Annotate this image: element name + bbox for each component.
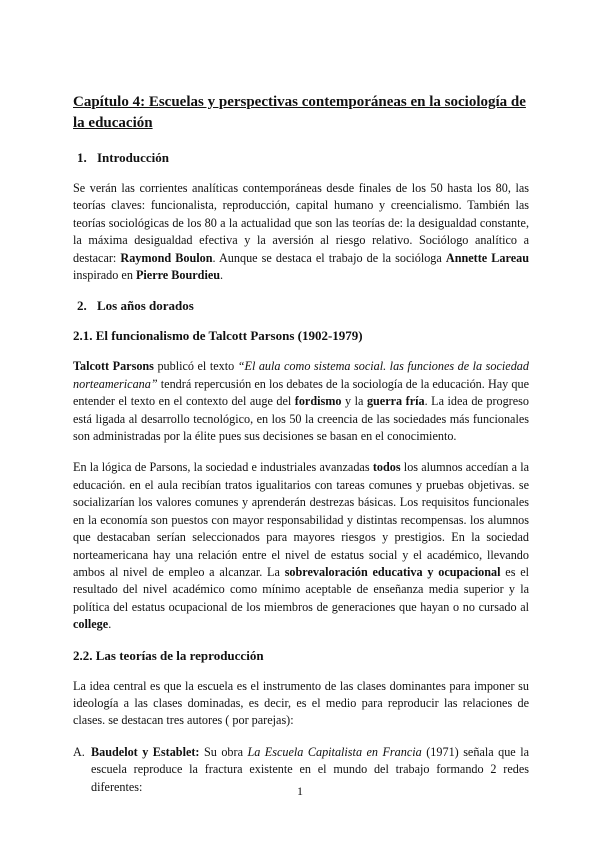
- key-term: guerra fría: [366, 394, 425, 409]
- text-run: es el resultado del nivel académico como mínimo aceptable de enseñanza media superior y la política del estatus ocupacional de los miembros de generaciones que hayan o no cursado al: [73, 564, 530, 614]
- text-run: (1971) señala que la escuela reproduce la fractura existente en el mundo del trabajo formando 2 redes diferentes:: [91, 744, 529, 794]
- document-content: [73, 92, 529, 796]
- text-run: Se verán las corrientes analíticas contemporáneas desde finales de los 50 hasta los 80, las teorías claves: funcionalista, reproducción, capital humano y creencialismo. También las teorías sociológicas de los 80 a la actualidad que son las teorías de: la desigualdad constante, la máxima desigualdad efectiva y la aversión al riesgo relativo. Sociólogo analítico a destacar:: [73, 181, 529, 265]
- key-term: fordismo: [294, 394, 342, 409]
- key-term: college: [73, 617, 109, 632]
- intro-paragraph: [73, 180, 529, 284]
- text-run: y la: [341, 394, 367, 409]
- text-run: Su obra: [199, 744, 248, 759]
- text-run: publicó el texto: [153, 359, 238, 374]
- author-name: Raymond Boulon: [120, 250, 213, 265]
- parsons-paragraph-2: [73, 459, 529, 633]
- text-run: tendrá repercusión en los debates de la sociología de la educación. Hay que entender el texto en el contexto del auge del: [73, 376, 529, 409]
- work-title: “El aula como sistema social. las funciones de la sociedad norteamericana”: [73, 359, 529, 391]
- work-title: La Escuela Capitalista en Francia: [247, 744, 422, 759]
- text-run: En la lógica de Parsons, la sociedad e industriales avanzadas: [73, 460, 373, 475]
- section-number: 2.: [77, 298, 87, 314]
- text-run: . La idea de progreso está ligada al desarrollo tecnológico, en los 50 la creencia de las sociedades más funcionales son administradas por la élite pues sus decisiones se basan en el conocimiento.: [73, 394, 529, 444]
- section-number: 1.: [77, 150, 87, 165]
- section-title: Introducción: [97, 150, 169, 165]
- key-term: todos: [372, 460, 401, 475]
- reproduccion-paragraph: La idea central es que la escuela es el instrumento de las clases dominantes para imponer su ideología a las clases dominadas, es decir, es el medio para reproducir las relaciones de clases. se destacan tres autores ( por parejas):: [73, 678, 529, 728]
- text-run: . Aunque se destaca el trabajo de la socióloga: [212, 250, 446, 265]
- text-run: los alumnos accedían a la educación. en el aula recibían tratos igualitarios con tareas comunes y pruebas objetivas. se socializarían los valores comunes y aprenderán destrezas básicas. Los requisitos funcionales en la economía son puestos con mayor responsabilidad y distintas recompensas. los alumnos que destacaban serían seleccionados para mayores riesgos y prestigios. En la sociedad norteamericana hay una relación entre el nivel de estatus social y el académico, llevando ambos al nivel de empleo a alcanzar. La: [73, 460, 529, 579]
- author-name: Pierre Bourdieu: [135, 268, 221, 283]
- text-run: inspirado en: [73, 268, 136, 283]
- list-marker: A.: [73, 744, 85, 759]
- section-title: Los años dorados: [97, 298, 194, 314]
- page-number: 1: [297, 784, 303, 798]
- section-heading-introduccion: [73, 150, 529, 166]
- subsection-heading-funcionalismo: 2.1. El funcionalismo de Talcott Parsons (1902-1979): [73, 328, 363, 344]
- text-run: .: [108, 617, 112, 632]
- author-name: Talcott Parsons: [73, 359, 154, 374]
- subsection-heading-reproduccion: 2.2. Las teorías de la reproducción: [73, 647, 264, 663]
- chapter-title: Capítulo 4: Escuelas y perspectivas contemporáneas en la sociología de la educación: [73, 94, 526, 131]
- parsons-paragraph-1: [73, 358, 529, 445]
- author-name: Annette Lareau: [445, 250, 529, 265]
- text-run: .: [220, 268, 224, 283]
- key-term: sobrevaloración educativa y ocupacional: [284, 564, 501, 579]
- author-name: Baudelot y Establet:: [91, 744, 200, 759]
- section-heading-anos-dorados: [73, 298, 529, 314]
